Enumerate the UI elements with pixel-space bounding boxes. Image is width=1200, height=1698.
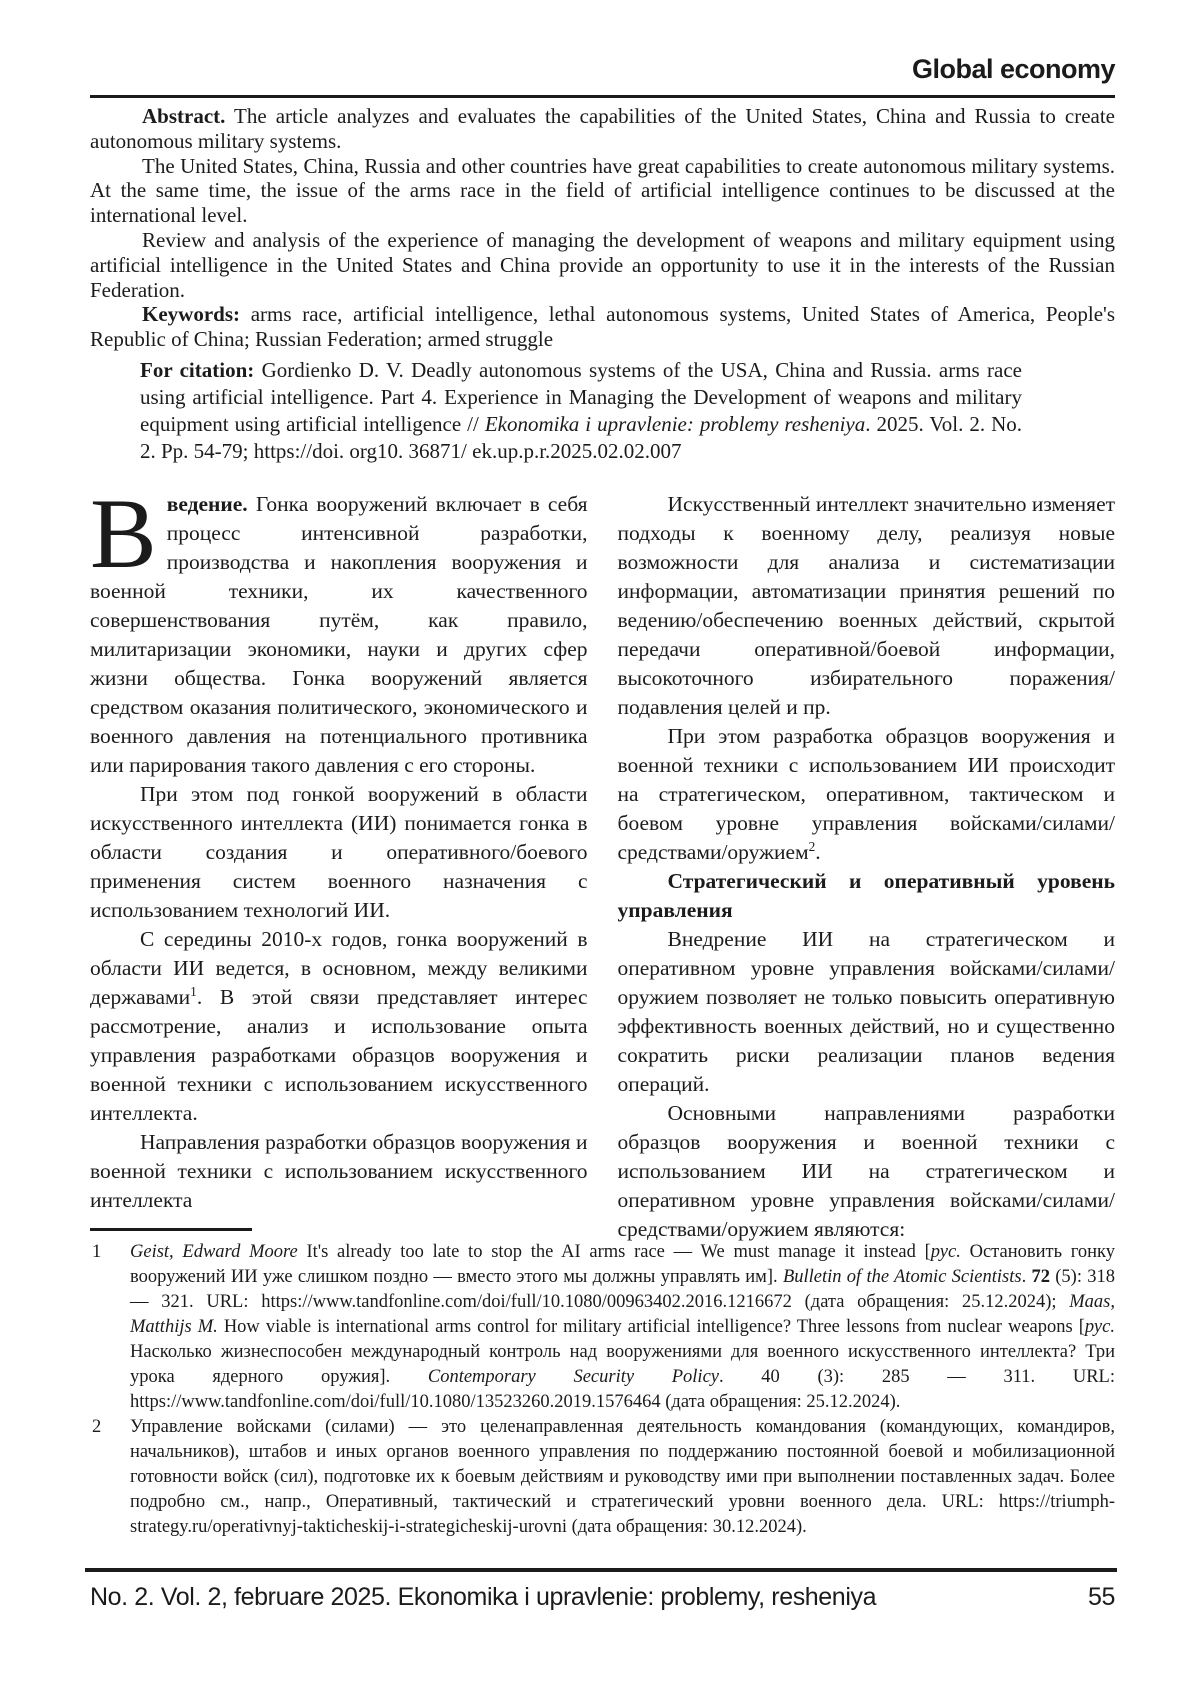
footnote-item bbox=[90, 1415, 1115, 1540]
citation-paragraph bbox=[140, 357, 1022, 465]
footnote-ref-2: 2 bbox=[808, 838, 816, 854]
drop-cap: В bbox=[90, 478, 157, 589]
citation-block bbox=[140, 357, 1022, 465]
keywords-text: arms race, artificial intelligence, lethal autonomous systems, United States of America, People's Republic of China; Russian Federation; armed struggle bbox=[90, 302, 1115, 352]
abstract-paragraph: The United States, China, Russia and other countries have great capabilities to create autonomous military systems. At the same time, the issue of the arms race in the field of artificial intelligence continues to be discussed at the international level. bbox=[90, 153, 1115, 228]
footnote-number: 2 bbox=[92, 1417, 102, 1437]
body-paragraph: При этом под гонкой вооружений в области искусственного интеллекта (ИИ) понимается гонка в области создания и оперативного/боевого применения систем военного назначения с использованием технологий ИИ. bbox=[90, 782, 588, 922]
body-text: При этом разработка образцов вооружения и военной техники с использованием ИИ происходит на стратегическом, оперативном, тактическом и боевом уровне управления войсками/силами/средствами/оружием bbox=[617, 724, 1115, 864]
left-column bbox=[90, 478, 588, 1244]
body-paragraph: Внедрение ИИ на стратегическом и оперативном уровне управления войсками/силами/оружием позволяет не только повысить оперативную эффективность военных действий, но и существенно сократить риски реализации планов ведения операций. bbox=[617, 927, 1115, 1096]
page-number: 55 bbox=[1087, 1583, 1115, 1611]
footnote-number: 1 bbox=[92, 1242, 102, 1262]
keywords-label: Keywords: bbox=[142, 302, 240, 327]
body-text: С середины 2010-х годов, гонка вооружений в области ИИ ведется, в основном, между великими державами bbox=[90, 927, 588, 1009]
body-text: . bbox=[815, 840, 821, 864]
citation-label: For citation: bbox=[140, 358, 255, 382]
abstract-paragraph bbox=[90, 104, 1115, 154]
introduction-label: ведение. bbox=[166, 492, 248, 516]
abstract-label: Abstract. bbox=[142, 104, 226, 128]
body-paragraph: Искусственный интеллект значительно изменяет подходы к военному делу, реализуя новые возможности для анализа и систематизации информации, автоматизации принятия решений по ведению/обеспечению военных действий, скрытой передачи оперативной/боевой информации, высокоточного избирательного поражения/подавления целей и пр. bbox=[617, 492, 1116, 719]
abstract-block bbox=[90, 104, 1115, 352]
section-heading: Стратегический и оперативный уровень управления bbox=[617, 869, 1115, 922]
footnote-ref-1: 1 bbox=[190, 983, 197, 999]
introduction-text: Гонка вооружений включает в себя процесс интенсивной разработки, производства и накопления вооружения и военной техники, их качественного совершенствования путём, как правило, милитаризации экономики, науки и других сфер жизни общества. Гонка вооружений является средством оказания политического, экономического и военного давления на потенциального противника или парирования такого давления с его стороны. bbox=[90, 492, 588, 777]
footnote-text: Geist, Edward Moore It's already too late to stop the AI arms race — We must manage it instead [рус. Остановить гонку вооружений ИИ уже слишком поздно — вместо этого мы должны управлять им]. Bulletin of the Atomic Scientists. 72 (5): 318 — 321. URL: https://www.tandfonline.com/doi/full/10.1080/00963402.2016.1216672 (дата обращения: 25.12.2024); Maas, Matthijs M. How viable is international arms control for military artificial intelligence? Three lessons from nuclear weapons [рус. Насколько жизнеспособен международный контроль над вооружениями для военного искусственного интеллекта? Три урока ядерного оружия]. Contemporary Security Policy. 40 (3): 285 — 311. URL: https://www.tandfonline.com/doi/full/10.1080/13523260.2019.1576464 (дата обращения: 25.12.2024). bbox=[130, 1242, 1116, 1412]
body-paragraph bbox=[90, 925, 588, 1128]
header-rule bbox=[90, 95, 1115, 98]
section-title: Global economy bbox=[911, 54, 1115, 84]
body-paragraph: Направления разработки образцов вооружения и военной техники с использованием искусственного интеллекта bbox=[90, 1130, 588, 1212]
citation-text: Gordienko D. V. Deadly autonomous systems of the USA, China and Russia. arms race using artificial intelligence. Part 4. Experience in Managing the Development of weapons and military equipment using artificial intelligence // bbox=[140, 358, 1023, 436]
introduction-paragraph bbox=[90, 478, 588, 780]
citation-text-tail: . 2025. Vol. 2. No. 2. Pp. 54-79; https://doi. org10. 36871/ ek.up.p.r.2025.02.02.007 bbox=[140, 412, 1022, 463]
footer-rule bbox=[85, 1568, 1117, 1572]
right-column bbox=[618, 490, 1116, 1244]
journal-name: Ekonomika i upravlenie: problemy resheniya bbox=[484, 412, 866, 436]
page-footer bbox=[90, 1583, 1115, 1612]
body-text: . В этой связи представляет интерес рассмотрение, анализ и использование опыта управления разработками образцов вооружения и военной техники с использованием искусственного интеллекта. bbox=[90, 985, 588, 1125]
keywords-paragraph bbox=[90, 302, 1115, 352]
abstract-paragraph: Review and analysis of the experience of managing the development of weapons and military equipment using artificial intelligence in the United States and China provide an opportunity to use it in the interests of the Russian Federation. bbox=[90, 227, 1115, 302]
footnotes-block bbox=[90, 1240, 1115, 1540]
footnote-separator-rule bbox=[90, 1228, 252, 1231]
footer-journal-line: No. 2. Vol. 2, februare 2025. Ekonomika i upravlenie: problemy, resheniya bbox=[90, 1583, 877, 1611]
body-paragraph bbox=[618, 722, 1116, 867]
abstract-text: The article analyzes and evaluates the capabilities of the United States, China and Russia to create autonomous military systems. bbox=[90, 104, 1115, 153]
body-paragraph: Основными направлениями разработки образцов вооружения и военной техники с использованием ИИ на стратегическом и оперативном уровне управления войсками/силами/средствами/оружием являются: bbox=[617, 1101, 1115, 1241]
article-body bbox=[90, 478, 1116, 1244]
footnote-item bbox=[90, 1240, 1115, 1415]
footnote-text: Управление войсками (силами) — это целенаправленная деятельность командования (командующих, командиров, начальников), штабов и иных органов военного управления по поддержанию постоянной боевой и мобилизационной готовности войск (сил), подготовке их к боевым действиям и руководству ими при выполнении поставленных задач. Более подробно см., напр., Оперативный, тактический и стратегический уровни военного дела. URL: https://triumph-strategy.ru/operativnyj-takticheskij-i-strategicheskij-urovni (дата обращения: 30.12.2024). bbox=[130, 1417, 1115, 1537]
